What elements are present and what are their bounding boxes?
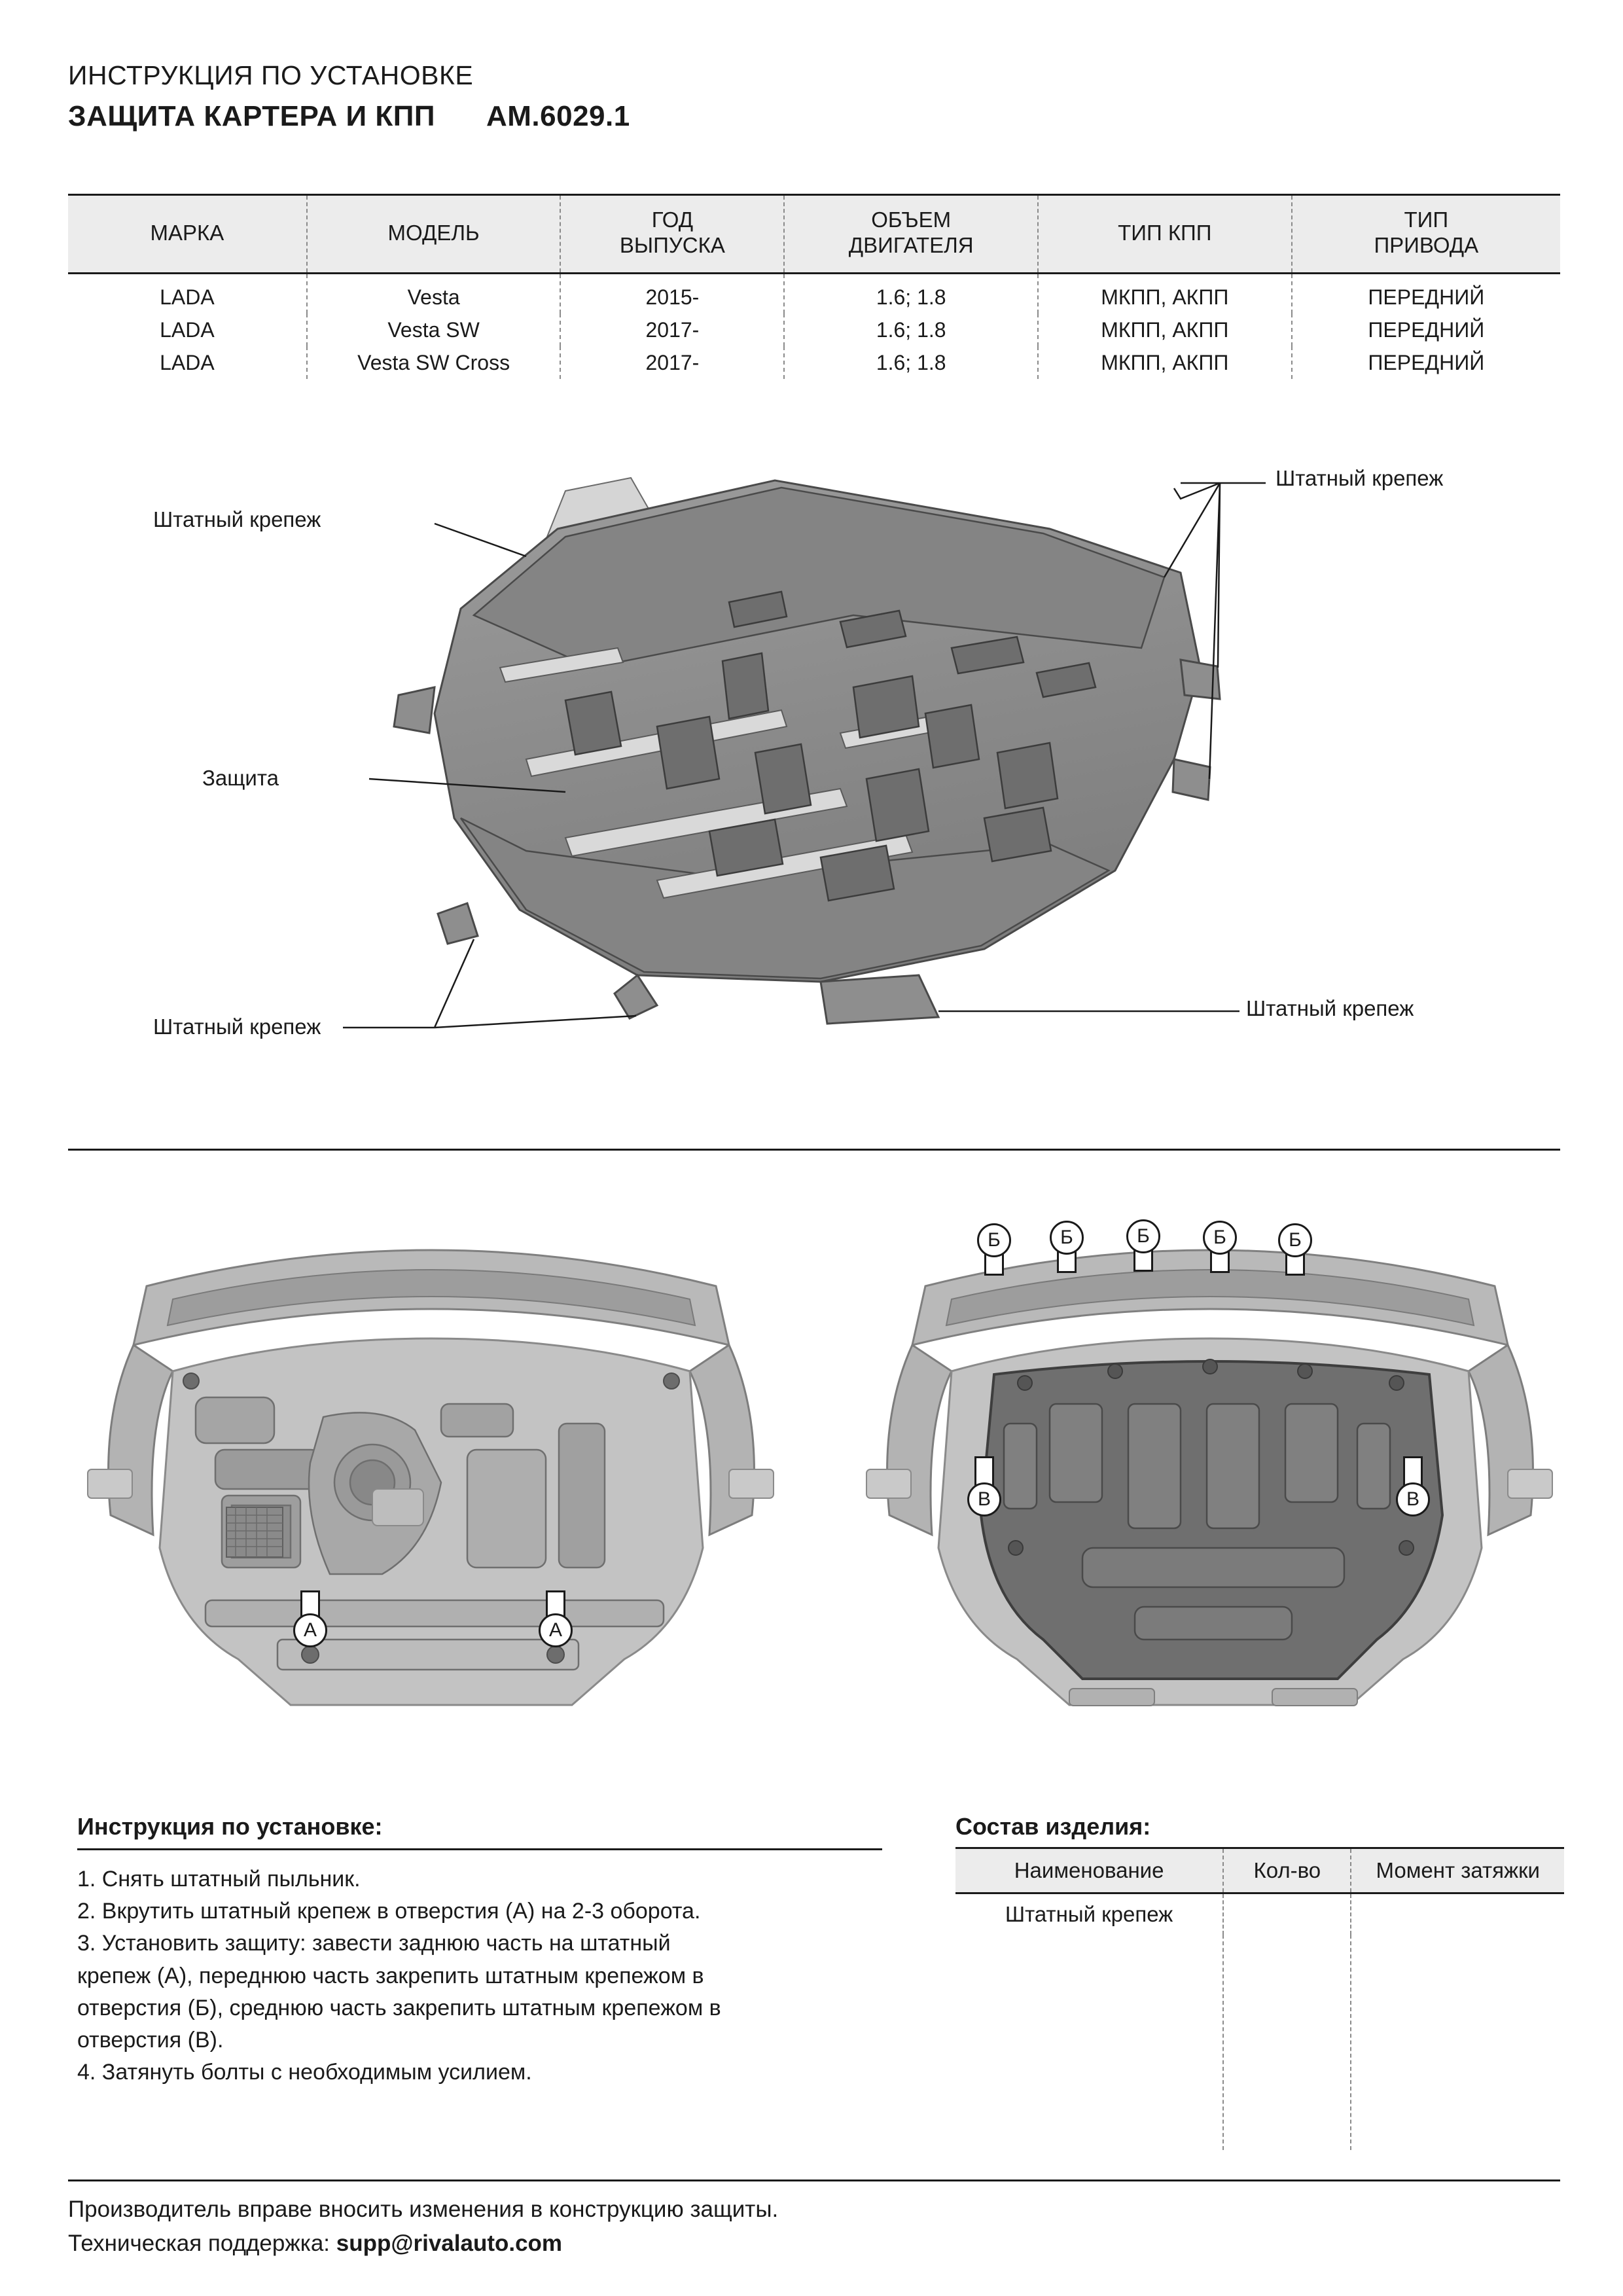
radiator-grille (226, 1507, 283, 1557)
column-header-model (307, 196, 561, 273)
instructions-divider (77, 1848, 882, 1850)
parts-cell-name: Штатный крепеж (955, 1893, 1223, 1935)
callout-protection: Защита (202, 766, 279, 790)
engine-bay-before-illustration (75, 1208, 788, 1751)
cell-model: Vesta SW (307, 314, 561, 346)
parts-row (955, 1893, 1564, 1935)
column-header-engine-line2: ДВИГАТЕЛЯ (848, 233, 974, 258)
column-header-engine (784, 196, 1038, 273)
footer-disclaimer: Производитель вправе вносить изменения в конструкцию защиты. (68, 2197, 779, 2222)
photo-engine-bay-after (853, 1208, 1567, 1751)
parts-cell-qty (1223, 1893, 1351, 1935)
table-row (68, 273, 1560, 314)
instruction-step-2: 2. Вкрутить штатный крепеж в отверстия (А) на 2-3 оборота. (77, 1899, 701, 1924)
cell-gearbox: МКПП, АКПП (1038, 273, 1292, 314)
cell-drive: ПЕРЕДНИЙ (1368, 285, 1485, 309)
marker-b-2: Б (1050, 1221, 1084, 1255)
callout-standard-fastener-top-right: Штатный крепеж (1275, 466, 1444, 490)
cell-gearbox: МКПП, АКПП (1038, 346, 1292, 379)
cell-year: 2015- (560, 273, 784, 314)
column-header-brand-label: МАРКА (150, 220, 224, 245)
cell-brand: LADA (68, 346, 307, 379)
parts-list-table (955, 1813, 1564, 2152)
document-header (68, 60, 1560, 133)
marker-a-left: А (293, 1613, 327, 1647)
marker-b-1: Б (977, 1223, 1011, 1257)
marker-b-5: Б (1278, 1223, 1312, 1257)
instructions-title: Инструкция по установке: (77, 1813, 383, 1840)
marker-b-3: Б (1126, 1219, 1160, 1253)
callout-standard-fastener-bottom-right: Штатный крепеж (1246, 996, 1414, 1020)
photo-engine-bay-before (75, 1208, 788, 1751)
parts-row-empty (955, 1935, 1564, 2151)
parts-cell-torque-empty (1351, 1935, 1564, 2151)
cell-engine: 1.6; 1.8 (784, 314, 1038, 346)
column-header-gearbox (1038, 196, 1292, 273)
column-header-drive (1292, 196, 1560, 273)
marker-a-right: А (539, 1613, 573, 1647)
cell-drive: ПЕРЕДНИЙ (1368, 350, 1485, 374)
footer-divider (68, 2179, 1560, 2181)
skid-plate-illustration (68, 452, 1560, 1145)
product-code: AM.6029.1 (486, 100, 630, 132)
instruction-step-3-line1: 3. Установить защиту: завести заднюю часть на штатный (77, 1931, 671, 1956)
header-subtitle: ИНСТРУКЦИЯ ПО УСТАНОВКЕ (68, 60, 474, 90)
cell-model: Vesta (307, 273, 561, 314)
support-email-link[interactable]: supp@rivalauto.com (336, 2230, 563, 2256)
main-product-figure (68, 452, 1560, 1145)
cell-year: 2017- (560, 346, 784, 379)
column-header-model-label: МОДЕЛЬ (387, 220, 480, 245)
footer-support (68, 2229, 1560, 2259)
parts-cell-name-empty (955, 1935, 1223, 2151)
installation-instructions (77, 1813, 889, 2090)
footer-support-label: Техническая поддержка: (68, 2230, 336, 2256)
header-title-row (68, 100, 1560, 133)
engine-bay-after-illustration (853, 1208, 1567, 1751)
column-header-year-line1: ГОД (651, 207, 694, 232)
cell-model: Vesta SW Cross (307, 346, 561, 379)
instruction-step-1: 1. Снять штатный пыльник. (77, 1867, 361, 1892)
instruction-step-4: 4. Затянуть болты с необходимым усилием. (77, 2060, 532, 2085)
parts-header-row (955, 1848, 1564, 1893)
column-header-engine-line1: ОБЪЕМ (871, 207, 952, 232)
column-header-drive-line2: ПРИВОДА (1374, 233, 1479, 258)
marker-v-left: В (967, 1482, 1001, 1516)
cell-brand: LADA (68, 273, 307, 314)
cell-gearbox: МКПП, АКПП (1038, 314, 1292, 346)
parts-cell-torque (1351, 1893, 1564, 1935)
instruction-step-3-line2: крепеж (А), переднюю часть закрепить штатным крепежом в (77, 1963, 704, 1988)
marker-b-4: Б (1203, 1221, 1237, 1255)
marker-v-right: В (1396, 1482, 1430, 1516)
installation-photos (68, 1208, 1560, 1751)
cell-drive: ПЕРЕДНИЙ (1368, 317, 1485, 342)
parts-column-name: Наименование (955, 1848, 1223, 1893)
parts-title: Состав изделия: (955, 1813, 1151, 1840)
column-header-year (560, 196, 784, 273)
page-title: ЗАЩИТА КАРТЕРА И КПП (68, 100, 435, 132)
cell-year: 2017- (560, 314, 784, 346)
instruction-step-3-line3: отверстия (Б), среднюю часть закрепить штатным крепежом в (77, 1995, 721, 2020)
column-header-drive-line1: ТИП (1404, 207, 1449, 232)
table-row (68, 314, 1560, 346)
callout-standard-fastener-top-left: Штатный крепеж (153, 507, 321, 531)
callout-standard-fastener-bottom-left: Штатный крепеж (153, 1014, 321, 1039)
column-header-brand (68, 196, 307, 273)
cell-engine: 1.6; 1.8 (784, 346, 1038, 379)
column-header-gearbox-label: ТИП КПП (1118, 220, 1212, 245)
vehicle-compatibility-table (68, 194, 1560, 379)
cell-engine: 1.6; 1.8 (784, 273, 1038, 314)
parts-column-qty: Кол-во (1223, 1848, 1351, 1893)
instruction-step-3-line4: отверстия (В). (77, 2028, 224, 2053)
table-row (68, 346, 1560, 379)
parts-cell-qty-empty (1223, 1935, 1351, 2151)
table-header-row (68, 196, 1560, 273)
document-footer (68, 2179, 1560, 2262)
section-divider-1 (68, 1149, 1560, 1151)
parts-column-torque: Момент затяжки (1351, 1848, 1564, 1893)
cell-brand: LADA (68, 314, 307, 346)
column-header-year-line2: ВЫПУСКА (619, 233, 725, 258)
